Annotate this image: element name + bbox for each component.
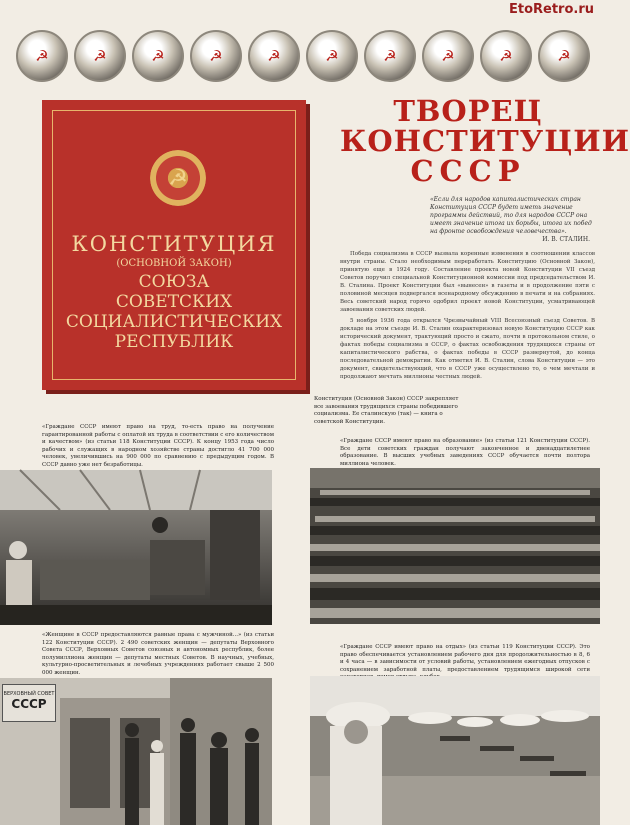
caption-women: «Женщине в СССР предоставляются равные права с мужчиной...» (из статьи 122 Конституции СССР). 2 490 советских женщин — депутаты Верховного Совета СССР, Верховных Советов союзных и автономных республик, более полумиллиона женщин — депутаты местных Советов. В научных, учебных, культурно-просветительных и лечебных учреждениях работает свыше 2 500 000 женщин. <box>42 632 274 676</box>
emblems-row <box>16 30 600 90</box>
sign-line-2: СССР <box>11 697 47 711</box>
republic-emblem-icon: ☭ <box>190 30 242 82</box>
factory-photo <box>0 470 272 625</box>
caption-work: «Граждане СССР имеют право на труд, то-есть право на получение гарантированной работы с оплатой их труда в соответствии с его количеством и качеством» (из статьи 118 Конституции СССР). К концу 1953 года число рабочих и служащих в народном хозяйстве страны достигло 41 700 000 человек, увеличившись на 900 000 по сравнению с предыдущим годом. В СССР давно уже нет безработицы. <box>42 424 274 468</box>
republic-emblem-icon: ☭ <box>538 30 590 82</box>
republic-emblem-icon: ☭ <box>306 30 358 82</box>
epigraph-quote: «Если для народов капиталистических стран Конституция СССР будет иметь значение программы действий, то для народов СССР она имеет значение итога их борьбы, итога их побед на фронте освобождения человечества». <box>430 196 592 235</box>
headline <box>340 94 630 188</box>
article-body <box>340 250 595 384</box>
republic-emblem-icon: ☭ <box>422 30 474 82</box>
headline-line-3: СССР <box>410 154 526 188</box>
watermark-logo: EtoRetro.ru <box>508 2 594 17</box>
supreme-soviet-photo <box>0 678 272 825</box>
supreme-soviet-sign <box>2 684 56 722</box>
book-union-name <box>42 272 306 352</box>
republic-emblem-icon: ☭ <box>74 30 126 82</box>
book-line-2: СОВЕТСКИХ <box>115 292 233 312</box>
book-line-4: РЕСПУБЛИК <box>114 332 234 352</box>
book-caption: Конституция (Основной Закон) СССР закрепляет все завоевания трудящихся страны победившего социализма. Ее сталинскую (так) — книга о советской Конституции. <box>314 396 459 425</box>
body-paragraph: 5 ноября 1936 года открылся Чрезвычайный VIII Всесоюзный съезд Советов. В докладе на этом съезде И. В. Сталин охарактеризовал новую Конституцию СССР как исторический документ, трактующий просто и сжато, почти в протокольном стиле, о фактах победы социализма в СССР, о фактах освобождения трудящихся страны от капиталистического рабства, о фактах победы в СССР развернутой, до конца последовательной демократии. Как отметил И. В. Сталин, слова Конституции — это документ, свидетельствующий, что в СССР уже осуществлено то, о чем мечтали и продолжают мечтать миллионы честных людей. <box>340 318 595 380</box>
body-paragraph: Победа социализма в СССР вызвала коренные изменения в соотношении классов внутри страны. Стало необходимым переработать Конституцию (Основной Закон), принятую еще в 1924 году. Составление проекта новой Конституции VII съезд Советов поручил специальной Конституционной комиссии под председательством И. В. Сталина. Проект Конституции был «вынесен» в газеты и в продолжение пяти с половиной месяцев подвергался всенародному обсуждению в печати и на собраниях. Весь советский народ горячо одобрил проект новой Конституции, усматривающей завоевания советских людей. <box>340 251 595 313</box>
book-title: КОНСТИТУЦИЯ <box>71 232 277 256</box>
republic-emblem-icon: ☭ <box>364 30 416 82</box>
epigraph-author: И. В. СТАЛИН. <box>542 236 590 243</box>
book-line-1: СОЮЗА <box>138 272 210 292</box>
caption-rest: «Граждане СССР имеют право на отдых» (из статьи 119 Конституции СССР). Это право обеспечивается установлением рабочего дня для продолжительностью в 8, 6 и 4 часа — в зависимости от условий работы, установлением ежегодных отпусков с сохранением заработной платы, предоставлением трудящимся широкой сети <box>340 644 590 673</box>
caption-education: «Граждане СССР имеют право на образование» (из статьи 121 Конституции СССР). Все дети советских граждан получают законченное и двенадцатилетнее образование. В высших учебных заведениях СССР обучается почти полтора миллиона человек. <box>340 438 590 467</box>
book-line-3: СОЦИАЛИСТИЧЕСКИХ <box>65 312 283 332</box>
state-emblem-icon: ☭ <box>150 150 206 206</box>
republic-emblem-icon: ☭ <box>480 30 532 82</box>
constitution-book-cover <box>42 100 306 390</box>
republic-emblem-icon: ☭ <box>132 30 184 82</box>
beach-resort-photo <box>310 676 600 825</box>
lecture-hall-photo <box>310 468 600 624</box>
headline-line-1: ТВОРЕЦ <box>393 94 543 128</box>
republic-emblem-icon: ☭ <box>16 30 68 82</box>
sign-line-1: ВЕРХОВНЫЙ СОВЕТ <box>3 691 55 697</box>
book-subtitle: (ОСНОВНОЙ ЗАКОН) <box>116 258 232 269</box>
republic-emblem-icon: ☭ <box>248 30 300 82</box>
headline-line-2: КОНСТИТУЦИИ <box>340 124 630 158</box>
